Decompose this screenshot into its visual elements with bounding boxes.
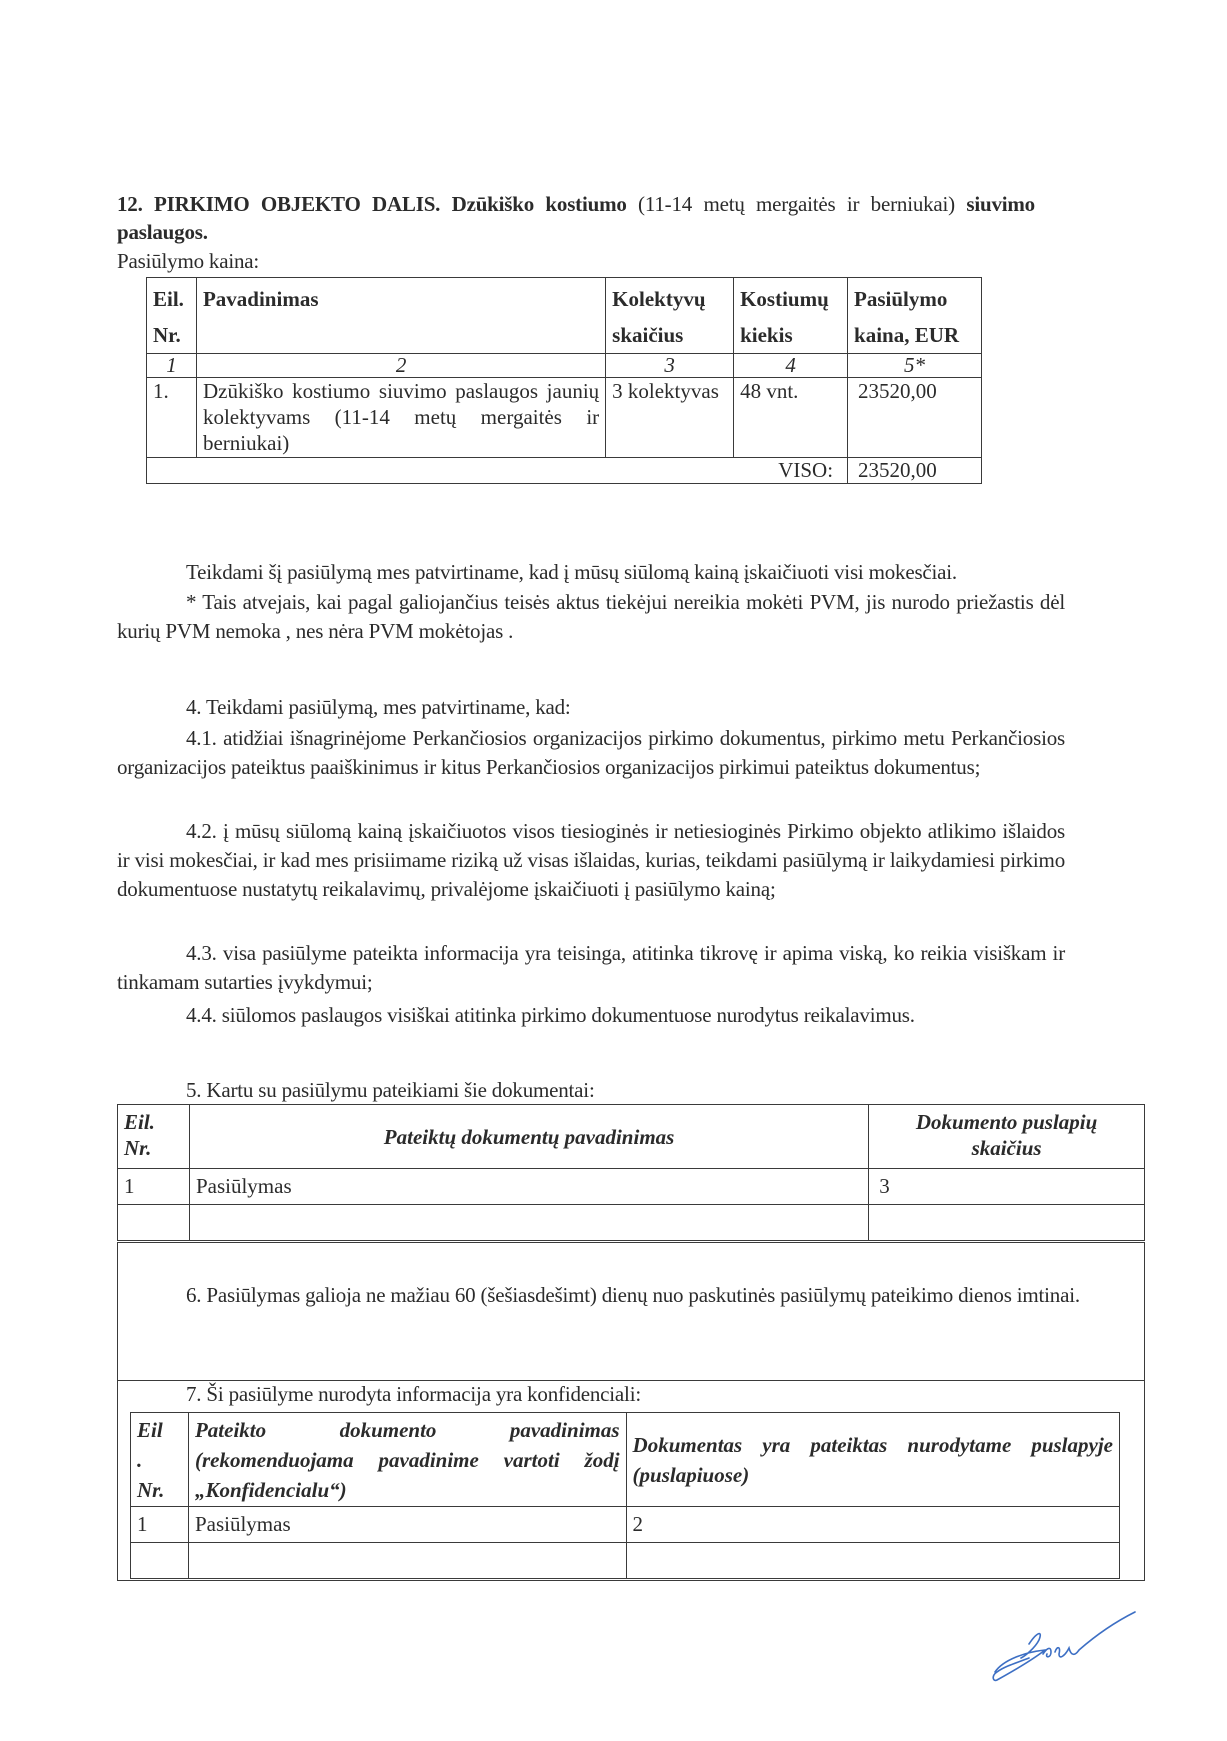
- header-collectives-line2: skaičius: [612, 323, 684, 347]
- paragraph-7: 7. Ši pasiūlyme nurodyta informacija yra konfidenciali:: [186, 1382, 641, 1406]
- conf-header-nr-line2: .: [137, 1448, 143, 1472]
- paragraph-4: 4. Teikdami pasiūlymą, mes patvirtiname, kad:: [186, 695, 571, 719]
- paragraph-4-1: 4.1. atidžiai išnagrinėjome Perkančiosios organizacijos pirkimo dokumentus, pirkimo metu Perkančiosios organizacijos pateiktus paaiškinimus ir kitus Perkančiosios organizacijos pirkimui pateiktus dokumentus;: [117, 726, 1065, 779]
- table-row: [118, 1169, 1145, 1205]
- conf-row-page: 2: [626, 1507, 1119, 1543]
- table-row: [147, 378, 982, 458]
- doc-row-pages: [869, 1205, 1145, 1241]
- signature-icon: [985, 1600, 1145, 1700]
- confidential-header-row: [131, 1413, 1120, 1507]
- header-price-line2: kaina, EUR: [854, 323, 960, 347]
- doc-row-name: Pasiūlymas: [189, 1169, 868, 1205]
- doc-row-pages: 3: [869, 1169, 1145, 1205]
- vat-note-paragraph: * Tais atvejais, kai pagal galiojančius teisės aktus tiekėjui nereikia mokėti PVM, jis nurodo priežastis dėl kurių PVM nemoka , nes nėra PVM mokėtojas .: [117, 590, 1065, 643]
- paragraph-5: 5. Kartu su pasiūlymu pateikiami šie dokumentai:: [186, 1078, 595, 1102]
- conf-row-name: [188, 1543, 626, 1579]
- header-name: [196, 278, 605, 354]
- heading-bold-part-2: siuvimo paslaugos.: [117, 192, 1035, 244]
- heading-normal-part: (11-14 metų mergaitės ir berniukai): [626, 192, 967, 216]
- row-collectives: 3 kolektyvas: [606, 378, 734, 458]
- conf-row-page: [626, 1543, 1119, 1579]
- table-row: [131, 1543, 1120, 1579]
- header-price: [848, 278, 982, 354]
- doc-row-nr: [118, 1205, 190, 1241]
- total-value: 23520,00: [848, 458, 982, 484]
- header-nr: [147, 278, 197, 354]
- paragraph-4-2: 4.2. į mūsų siūlomą kainą įskaičiuotos visos tiesioginės ir netiesioginės Pirkimo objekto atlikimo išlaidos ir visi mokesčiai, ir kad mes prisiimame riziką už visas išlaidas, kurias, teikdami pasiūlymą ir laikydamiesi pirkimo dokumentuose nustatytų reikalavimų, privalėjome įskaičiuoti į pasiūlymo kainą;: [117, 819, 1065, 901]
- price-table-header-row: [147, 278, 982, 354]
- doc-header-pages: [869, 1105, 1145, 1169]
- documents-header-row: [118, 1105, 1145, 1169]
- row-nr: 1.: [147, 378, 197, 458]
- header-costumes-line1: Kostiumų: [740, 287, 829, 311]
- column-number: 3: [606, 354, 734, 378]
- header-price-line1: Pasiūlymo: [854, 287, 948, 311]
- column-number: 5*: [848, 354, 982, 378]
- doc-header-nr-line1: Eil.: [124, 1110, 155, 1134]
- paragraph-4-3: 4.3. visa pasiūlyme pateikta informacija yra teisinga, atitinka tikrovę ir apima viską, ko reikia visiškam ir tinkamam sutarties įvykdymui;: [117, 941, 1065, 994]
- conf-row-name: Pasiūlymas: [188, 1507, 626, 1543]
- conf-header-nr-line3: Nr.: [137, 1478, 165, 1502]
- header-collectives: [606, 278, 734, 354]
- paragraph-6: 6. Pasiūlymas galioja ne mažiau 60 (šešiasdešimt) dienų nuo paskutinės pasiūlymų pateikimo dienos imtinai.: [186, 1283, 1080, 1307]
- section-heading: [117, 190, 1035, 246]
- conf-row-nr: [131, 1543, 189, 1579]
- total-row: [147, 458, 982, 484]
- total-label: VISO:: [147, 458, 848, 484]
- column-number: 1: [147, 354, 197, 378]
- signature: [985, 1600, 1145, 1700]
- conf-header-name: Pateikto dokumento pavadinimas (rekomenduojama pavadinime vartoti žodį „Konfidencialu“): [188, 1413, 626, 1507]
- heading-bold-part-1: 12. PIRKIMO OBJEKTO DALIS. Dzūkiško kostiumo: [117, 192, 627, 216]
- doc-header-name: Pateiktų dokumentų pavadinimas: [189, 1105, 868, 1169]
- column-number: 2: [196, 354, 605, 378]
- conf-header-nr-line1: Eil: [137, 1418, 163, 1442]
- table-row: [131, 1507, 1120, 1543]
- header-name-line1: Pavadinimas: [202, 287, 319, 311]
- header-costumes: [734, 278, 848, 354]
- conf-row-nr: 1: [131, 1507, 189, 1543]
- validity-box: [117, 1242, 1145, 1381]
- documents-table: [117, 1104, 1145, 1241]
- doc-row-name: [189, 1205, 868, 1241]
- conf-header-page: Dokumentas yra pateiktas nurodytame puslapyje (puslapiuose): [626, 1413, 1119, 1507]
- doc-header-pages-line1: Dokumento puslapių: [915, 1110, 1098, 1134]
- table-row: [118, 1205, 1145, 1241]
- doc-header-nr-line2: Nr.: [124, 1136, 152, 1160]
- column-number-row: [147, 354, 982, 378]
- confidential-table: [130, 1412, 1120, 1579]
- row-price: 23520,00: [848, 378, 982, 458]
- paragraph-4-4: 4.4. siūlomos paslaugos visiškai atitinka pirkimo dokumentuose nurodytus reikalavimus.: [186, 1003, 915, 1027]
- doc-header-pages-line2: skaičius: [971, 1136, 1042, 1160]
- row-name: Dzūkiško kostiumo siuvimo paslaugos jaunių kolektyvams (11-14 metų mergaitės ir berniukai): [196, 378, 605, 458]
- header-costumes-line2: kiekis: [740, 323, 793, 347]
- row-costumes: 48 vnt.: [734, 378, 848, 458]
- column-number: 4: [734, 354, 848, 378]
- conf-header-nr: [131, 1413, 189, 1507]
- header-nr-line1: Eil.: [153, 287, 184, 311]
- header-nr-line2: Nr.: [153, 323, 181, 347]
- header-collectives-line1: Kolektyvų: [612, 287, 706, 311]
- doc-header-nr: [118, 1105, 190, 1169]
- doc-row-nr: 1: [118, 1169, 190, 1205]
- price-label: Pasiūlymo kaina:: [117, 249, 260, 273]
- price-table: [146, 277, 982, 484]
- taxes-paragraph: Teikdami šį pasiūlymą mes patvirtiname, kad į mūsų siūlomą kainą įskaičiuoti visi mokesčiai.: [186, 560, 957, 584]
